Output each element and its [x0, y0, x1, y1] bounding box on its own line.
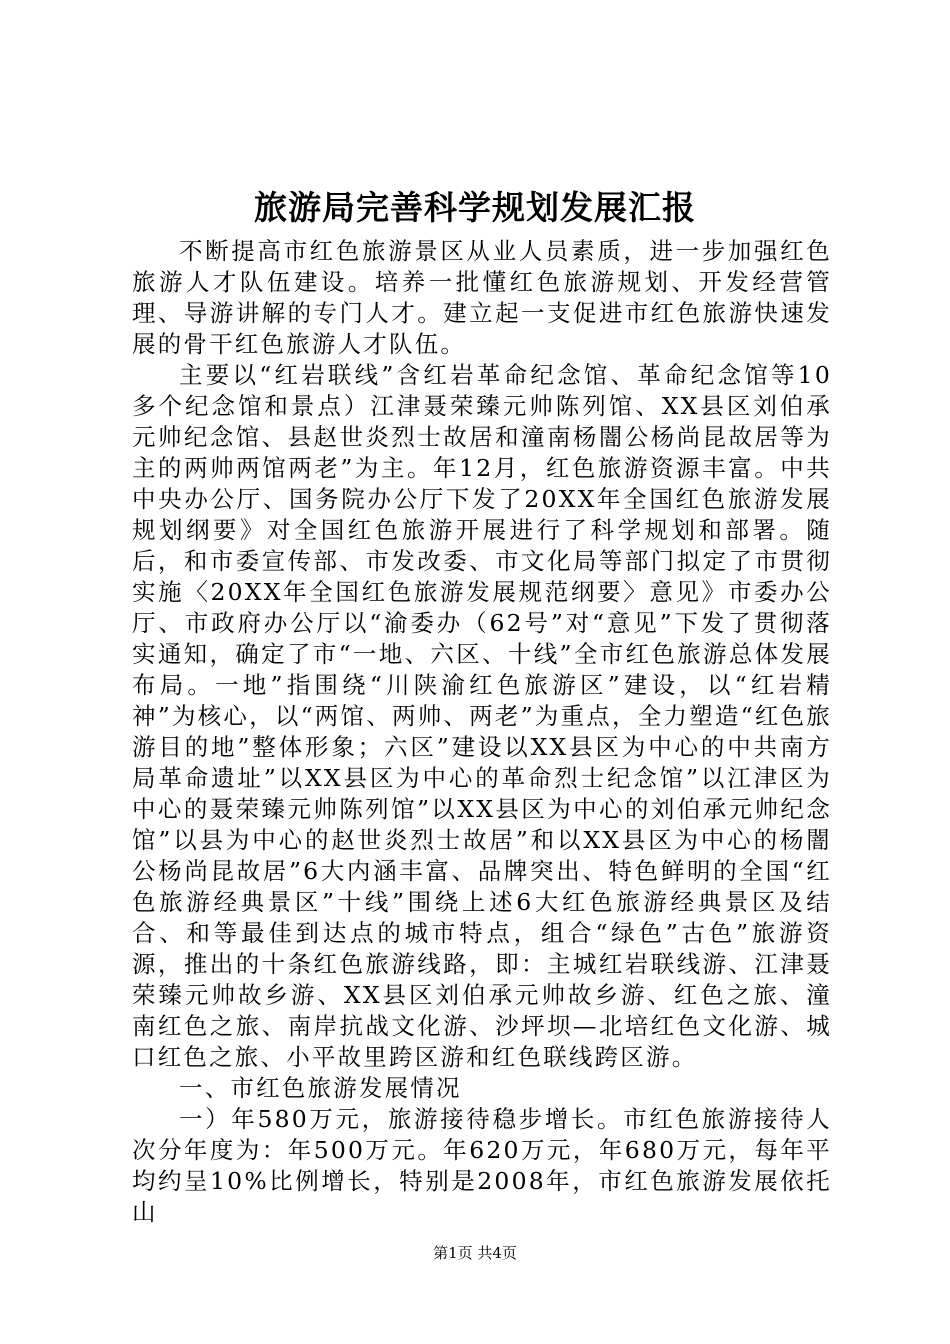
paragraph: 不断提高市红色旅游景区从业人员素质，进一步加强红色旅游人才队伍建设。培养一批懂红色旅游规划、开发经营管理、导游讲解的专门人才。建立起一支促进市红色旅游快速发展的骨干红色旅游人才队伍。	[132, 237, 832, 358]
section-heading: 一、市红色旅游发展情况	[179, 1074, 462, 1102]
paragraph: 主要以“红岩联线”含红岩革命纪念馆、革命纪念馆等10多个纪念馆和景点）江津聂荣臻元帅陈列馆、XX县区刘伯承元帅纪念馆、县赵世炎烈士故居和潼南杨闇公杨尚昆故居等为主的两帅两馆两老”为主。年12月，红色旅游资源丰富。中共中央办公厅、国务院办公厅下发了20XX年全国红色旅游发展规划纲要》对全国红色旅游开展进行了科学规划和部署。随后，和市委宣传部、市发改委、市文化局等部门拟定了市贯彻实施〈20XX年全国红色旅游发展规范纲要〉意见》市委办公厅、市政府办公厅以“渝委办（62号”对“意见”下发了贯彻落实通知，确定了市“一地、六区、十线”全市红色旅游总体发展布局。一地”指围绕“川陕渝红色旅游区”建设，以“红岩精神”为核心，以“两馆、两帅、两老”为重点，全力塑造“红色旅游目的地”整体形象；六区”建设以XX县区为中心的中共南方局革命遗址”以XX县区为中心的革命烈士纪念馆”以江津区为中心的聂荣臻元帅陈列馆”以XX县区为中心的刘伯承元帅纪念馆”以县为中心的赵世炎烈士故居”和以XX县区为中心的杨闇公杨尚昆故居”6大内涵丰富、品牌突出、特色鲜明的全国“红色旅游经典景区”十线”围绕上述6大红色旅游经典景区及结合、和等最佳到达点的城市特点，组合“绿色”古色”旅游资源，推出的十条红色旅游线路，即：主城红岩联线游、江津聂荣臻元帅故乡游、XX县区刘伯承元帅故乡游、红色之旅、潼南红色之旅、南岸抗战文化游、沙坪坝—北培红色文化游、城口红色之旅、小平故里跨区游和红色联线跨区游。	[132, 361, 832, 1071]
document-body	[132, 236, 832, 1228]
paragraph: 一）年580万元，旅游接待稳步增长。市红色旅游接待人次分年度为：年500万元。年620万元，年680万元，每年平均约呈10%比例增长，特别是2008年，市红色旅游发展依托山	[132, 1105, 832, 1226]
document-title: 旅游局完善科学规划发展汇报	[254, 188, 696, 227]
page-number-footer: 第1页 共4页	[433, 1244, 517, 1262]
